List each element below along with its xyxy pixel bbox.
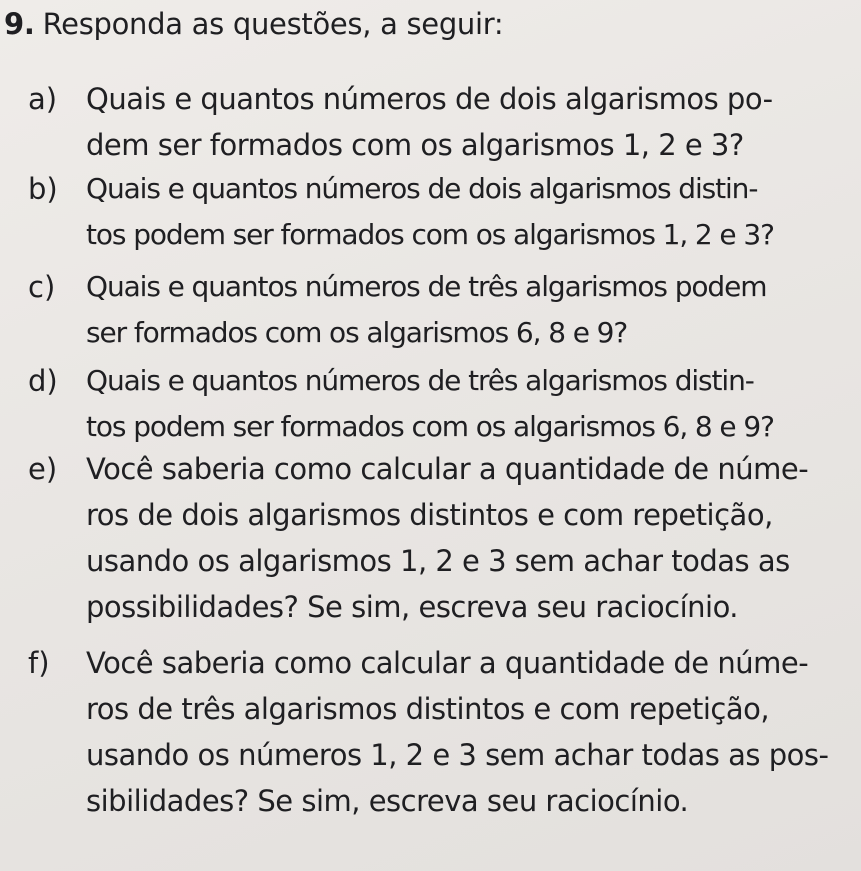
question-text: Quais e quantos números de dois algarismos distin- tos podem ser formados com os algarismos 1, 2 e 3? [86, 172, 774, 251]
exercise-instruction: Responda as questões, a seguir: [42, 7, 504, 41]
question-letter: e) [28, 452, 58, 486]
question-letter: f) [28, 646, 50, 680]
question-text: Quais e quantos números de dois algarismos po- dem ser formados com os algarismos 1, 2 e 3? [86, 82, 773, 162]
question-letter: c) [28, 270, 56, 304]
question-a [28, 76, 852, 168]
exercise-number: 9. [4, 7, 35, 41]
question-d [28, 358, 852, 450]
question-f [28, 640, 852, 824]
question-letter: b) [28, 172, 58, 206]
question-b [28, 166, 852, 258]
question-text: Você saberia como calcular a quantidade de núme- ros de três algarismos distintos e com repetição, usando os números 1, 2 e 3 sem achar todas as pos- sibilidades? Se sim, escreva seu raciocínio. [86, 646, 829, 818]
exercise-heading [4, 6, 503, 42]
question-c [28, 264, 852, 356]
question-e [28, 446, 852, 630]
question-text: Quais e quantos números de três algarismos podem ser formados com os algarismos 6, 8 e 9? [86, 270, 767, 349]
question-text: Quais e quantos números de três algarismos distin- tos podem ser formados com os algarismos 6, 8 e 9? [86, 364, 774, 443]
question-text: Você saberia como calcular a quantidade de núme- ros de dois algarismos distintos e com repetição, usando os algarismos 1, 2 e 3 sem achar todas as possibilidades? Se sim, escreva seu raciocínio. [86, 452, 809, 624]
question-letter: d) [28, 364, 58, 398]
question-letter: a) [28, 82, 58, 116]
